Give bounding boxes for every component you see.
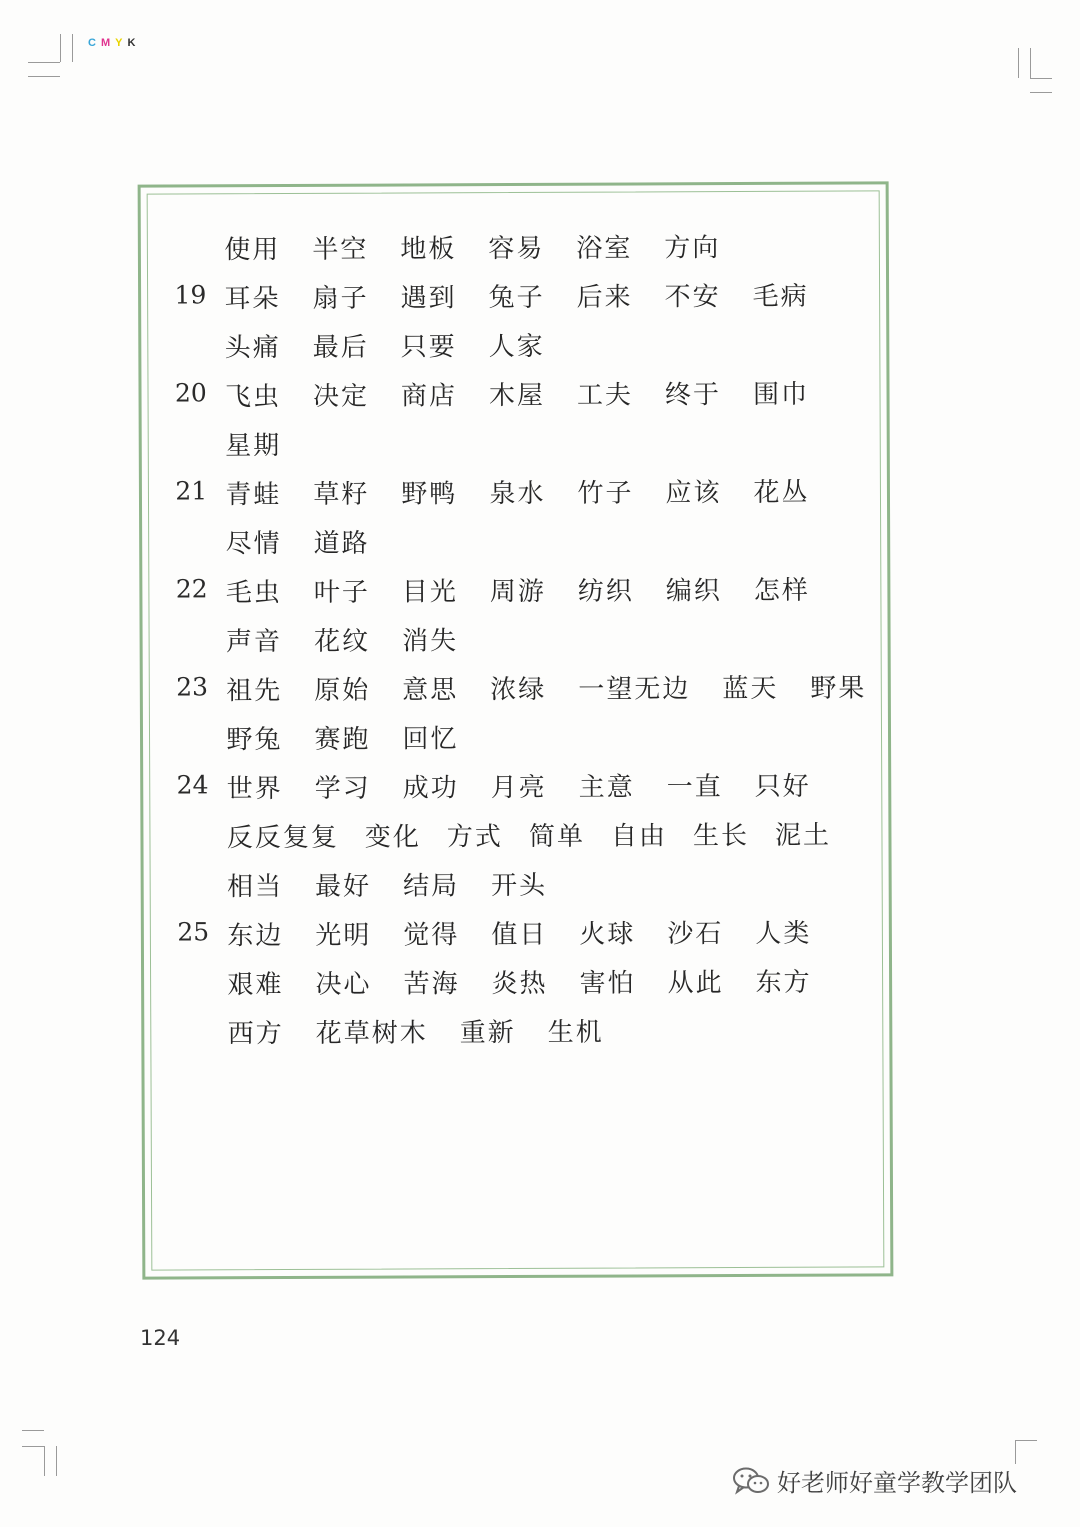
word: 叶子 <box>313 577 370 608</box>
word: 方向 <box>664 233 721 264</box>
word: 结局 <box>403 871 460 902</box>
lesson-number: 21 <box>175 476 208 506</box>
word: 终于 <box>664 380 722 411</box>
word: 遇到 <box>400 283 457 314</box>
word: 耳朵 <box>224 284 281 315</box>
word: 月亮 <box>490 772 547 804</box>
word: 道路 <box>313 528 370 559</box>
word: 决心 <box>315 969 372 1000</box>
word: 蓝天 <box>722 673 779 705</box>
crop-mark-bottom-left-h <box>22 1430 44 1431</box>
lesson-continued <box>166 220 866 272</box>
word: 编织 <box>665 576 722 607</box>
word: 火球 <box>579 919 636 950</box>
word-row <box>166 220 866 272</box>
cmyk-c: C <box>88 37 101 49</box>
word: 花丛 <box>753 477 810 508</box>
lesson-23 <box>168 661 868 762</box>
crop-mark-top-right-h2 <box>1030 92 1052 93</box>
crop-mark-top-right-v2 <box>1030 48 1031 78</box>
word: 野鸭 <box>401 479 458 510</box>
word: 草籽 <box>313 479 370 510</box>
word: 纺织 <box>577 576 634 607</box>
word-row <box>167 465 867 517</box>
word: 消失 <box>401 626 459 657</box>
word: 意思 <box>402 675 459 706</box>
word: 浴室 <box>576 233 633 264</box>
word: 应该 <box>665 478 722 509</box>
word: 不安 <box>664 282 721 313</box>
word: 开头 <box>491 870 548 902</box>
cmyk-y: Y <box>115 37 128 49</box>
word: 声音 <box>225 627 283 658</box>
word: 兔子 <box>488 282 545 314</box>
word: 一望无边 <box>578 674 691 705</box>
crop-mark-bottom-right-h <box>1015 1440 1037 1441</box>
word: 只要 <box>400 332 457 363</box>
word: 野兔 <box>226 725 283 756</box>
word: 世界 <box>226 774 283 805</box>
crop-mark-top-left-h <box>28 62 60 63</box>
word: 成功 <box>402 773 459 804</box>
word: 东方 <box>755 967 812 998</box>
word: 害怕 <box>579 968 636 999</box>
word-row <box>167 416 867 468</box>
word: 赛跑 <box>314 724 371 755</box>
word: 怎样 <box>753 575 810 606</box>
lesson-21 <box>167 465 867 566</box>
word: 木屋 <box>488 380 546 412</box>
word: 苦海 <box>403 969 460 1000</box>
word: 毛病 <box>752 281 809 312</box>
word: 原始 <box>314 675 371 706</box>
word: 使用 <box>224 235 281 266</box>
crop-mark-top-left-h2 <box>28 76 60 77</box>
word: 人家 <box>488 331 545 363</box>
word: 泉水 <box>489 478 546 510</box>
word: 竹子 <box>577 478 634 509</box>
crop-mark-bottom-left-v2 <box>56 1446 57 1476</box>
word: 值日 <box>491 919 548 951</box>
watermark-text: 好老师好童学教学团队 <box>777 1469 1017 1497</box>
word: 变化 <box>364 822 421 853</box>
crop-mark-bottom-right-v <box>1015 1440 1016 1464</box>
word: 自由 <box>610 821 668 852</box>
word: 光明 <box>315 920 372 951</box>
word: 商店 <box>400 381 458 412</box>
word: 炎热 <box>491 968 548 1000</box>
crop-mark-top-right-v1 <box>1018 48 1019 78</box>
word: 周游 <box>489 576 546 608</box>
vocabulary-list <box>166 220 870 1056</box>
word-row <box>169 857 869 909</box>
word: 反反复复 <box>226 822 339 854</box>
crop-mark-top-right-h <box>1030 78 1052 79</box>
word: 决定 <box>312 381 370 412</box>
word-row <box>169 955 869 1007</box>
lesson-22 <box>168 563 868 664</box>
word: 围巾 <box>752 379 810 410</box>
word: 相当 <box>227 872 284 903</box>
word-row <box>168 661 868 713</box>
wechat-watermark <box>731 1463 1017 1498</box>
word: 星期 <box>225 431 282 462</box>
word: 扇子 <box>312 283 369 314</box>
word: 简单 <box>528 821 585 852</box>
lesson-20 <box>167 367 867 468</box>
crop-mark-top-left-v2 <box>72 34 73 62</box>
word: 回忆 <box>402 724 459 755</box>
crop-mark-top-left-v1 <box>60 34 61 62</box>
word: 只好 <box>754 771 811 802</box>
wechat-icon <box>731 1466 771 1496</box>
lesson-number: 19 <box>174 280 207 310</box>
word: 沙石 <box>667 919 724 950</box>
word: 东边 <box>227 921 284 952</box>
word: 人类 <box>755 918 812 949</box>
lesson-19 <box>166 269 866 370</box>
word-row <box>167 367 867 419</box>
word: 从此 <box>667 968 724 999</box>
word-row <box>169 759 869 811</box>
cmyk-k: K <box>127 37 141 49</box>
word-row <box>170 1004 870 1056</box>
word: 尽情 <box>225 529 282 560</box>
word: 野果 <box>810 673 867 704</box>
page-number: 124 <box>140 1326 181 1350</box>
word: 最好 <box>315 871 372 902</box>
word: 生机 <box>547 1017 604 1048</box>
word: 方式 <box>446 822 503 853</box>
word: 工夫 <box>576 380 634 411</box>
word: 浓绿 <box>490 674 547 706</box>
lesson-number: 22 <box>175 574 208 604</box>
word: 毛虫 <box>225 578 282 609</box>
lesson-25 <box>169 906 870 1056</box>
word: 艰难 <box>227 970 284 1001</box>
word: 主意 <box>578 772 635 803</box>
crop-mark-bottom-left-h2 <box>22 1446 44 1447</box>
word-row <box>167 514 867 566</box>
cmyk-registration <box>88 37 140 49</box>
word: 花纹 <box>313 626 371 657</box>
word-row <box>168 710 868 762</box>
word: 后来 <box>576 282 633 313</box>
word: 头痛 <box>224 333 281 364</box>
lesson-number: 25 <box>177 917 210 947</box>
word: 学习 <box>314 773 371 804</box>
crop-mark-bottom-left-v1 <box>44 1446 45 1476</box>
word: 最后 <box>312 332 369 363</box>
word-row <box>169 808 869 860</box>
word: 容易 <box>488 233 545 265</box>
word-row <box>168 563 868 615</box>
word: 花草树木 <box>315 1018 428 1049</box>
word: 泥土 <box>774 820 832 851</box>
word: 祖先 <box>226 676 283 707</box>
lesson-number: 20 <box>174 378 207 408</box>
word-row <box>166 269 866 321</box>
word: 一直 <box>666 772 723 803</box>
lesson-24 <box>169 759 870 909</box>
word: 重新 <box>459 1018 516 1049</box>
word: 生长 <box>692 820 750 852</box>
lesson-number: 24 <box>176 770 209 800</box>
cmyk-m: M <box>100 37 116 49</box>
word-row <box>169 906 869 958</box>
word: 半空 <box>312 234 369 265</box>
word: 飞虫 <box>224 382 282 413</box>
word-row <box>167 318 867 370</box>
word-row <box>168 612 868 664</box>
word: 青蛙 <box>225 480 282 511</box>
word: 目光 <box>401 577 458 608</box>
lesson-number: 23 <box>176 672 209 702</box>
word: 觉得 <box>403 920 460 951</box>
word: 西方 <box>227 1019 284 1050</box>
word: 地板 <box>400 234 457 265</box>
